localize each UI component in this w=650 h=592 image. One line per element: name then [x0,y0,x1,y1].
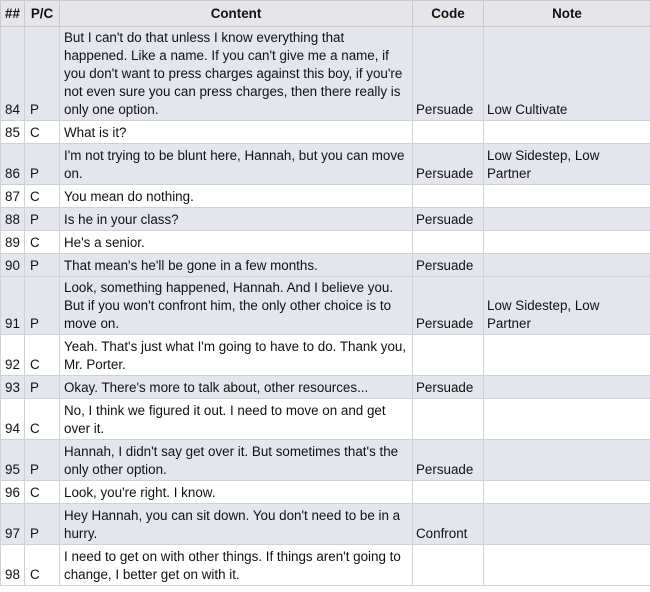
content-cell: You mean do nothing. [60,185,413,208]
row-number: 96 [1,481,25,504]
code-cell [413,399,484,440]
speaker-cell: P [25,440,60,481]
table-row [1,185,650,208]
content-cell: Look, something happened, Hannah. And I believe you. But if you won't confront him, the only other choice is to move on. [60,277,413,335]
row-number: 91 [1,277,25,335]
note-cell [484,185,650,208]
content-cell: Okay. There's more to talk about, other resources... [60,376,413,399]
row-number: 92 [1,335,25,376]
note-cell [484,208,650,231]
code-cell [413,121,484,144]
content-cell: No, I think we figured it out. I need to move on and get over it. [60,399,413,440]
table-row [1,277,650,335]
speaker-cell: P [25,277,60,335]
speaker-cell: C [25,481,60,504]
content-cell: He's a senior. [60,231,413,254]
row-number: 94 [1,399,25,440]
speaker-cell: P [25,144,60,185]
speaker-cell: C [25,121,60,144]
table-row [1,376,650,399]
table-row [1,335,650,376]
speaker-cell: P [25,376,60,399]
code-cell: Persuade [413,277,484,335]
code-cell [413,335,484,376]
note-cell [484,545,650,586]
note-cell [484,376,650,399]
content-cell: I need to get on with other things. If things aren't going to change, I better get on with it. [60,545,413,586]
content-cell: But I can't do that unless I know everything that happened. Like a name. If you can't give me a name, if you don't want to press charges against this boy, if you're not even sure you can press charges, then there really is only one option. [60,27,413,121]
speaker-cell: P [25,254,60,277]
table-row [1,504,650,545]
content-cell: That mean's he'll be gone in a few months. [60,254,413,277]
header-row [1,1,650,27]
code-cell [413,185,484,208]
speaker-cell: C [25,231,60,254]
note-cell [484,231,650,254]
table-row [1,254,650,277]
note-cell [484,121,650,144]
row-number: 95 [1,440,25,481]
row-number: 87 [1,185,25,208]
code-cell [413,231,484,254]
table-row [1,144,650,185]
table-row [1,208,650,231]
code-cell: Confront [413,504,484,545]
note-cell [484,399,650,440]
note-cell: Low Sidestep, Low Partner [484,144,650,185]
content-cell: Hannah, I didn't say get over it. But sometimes that's the only other option. [60,440,413,481]
content-cell: Is he in your class? [60,208,413,231]
code-cell: Persuade [413,254,484,277]
row-number: 89 [1,231,25,254]
code-cell: Persuade [413,208,484,231]
speaker-cell: P [25,504,60,545]
note-cell [484,504,650,545]
speaker-cell: C [25,335,60,376]
header-num: ## [1,1,25,27]
code-cell [413,545,484,586]
content-cell: I'm not trying to be blunt here, Hannah, but you can move on. [60,144,413,185]
content-cell: Hey Hannah, you can sit down. You don't need to be in a hurry. [60,504,413,545]
row-number: 97 [1,504,25,545]
speaker-cell: P [25,27,60,121]
row-number: 93 [1,376,25,399]
row-number: 90 [1,254,25,277]
code-cell: Persuade [413,27,484,121]
row-number: 98 [1,545,25,586]
note-cell [484,335,650,376]
table-row [1,440,650,481]
header-note: Note [484,1,650,27]
content-cell: Yeah. That's just what I'm going to have to do. Thank you, Mr. Porter. [60,335,413,376]
header-pc: P/C [25,1,60,27]
table-row [1,545,650,586]
header-content: Content [60,1,413,27]
table-row [1,399,650,440]
table-row [1,121,650,144]
header-code: Code [413,1,484,27]
note-cell [484,481,650,504]
note-cell: Low Cultivate [484,27,650,121]
table-row [1,231,650,254]
note-cell [484,254,650,277]
table-row [1,481,650,504]
row-number: 84 [1,27,25,121]
content-cell: What is it? [60,121,413,144]
note-cell [484,440,650,481]
row-number: 85 [1,121,25,144]
content-cell: Look, you're right. I know. [60,481,413,504]
speaker-cell: P [25,208,60,231]
code-cell: Persuade [413,440,484,481]
row-number: 88 [1,208,25,231]
row-number: 86 [1,144,25,185]
code-cell [413,481,484,504]
speaker-cell: C [25,185,60,208]
table-row [1,27,650,121]
code-cell: Persuade [413,376,484,399]
note-cell: Low Sidestep, Low Partner [484,277,650,335]
speaker-cell: C [25,399,60,440]
speaker-cell: C [25,545,60,586]
code-cell: Persuade [413,144,484,185]
